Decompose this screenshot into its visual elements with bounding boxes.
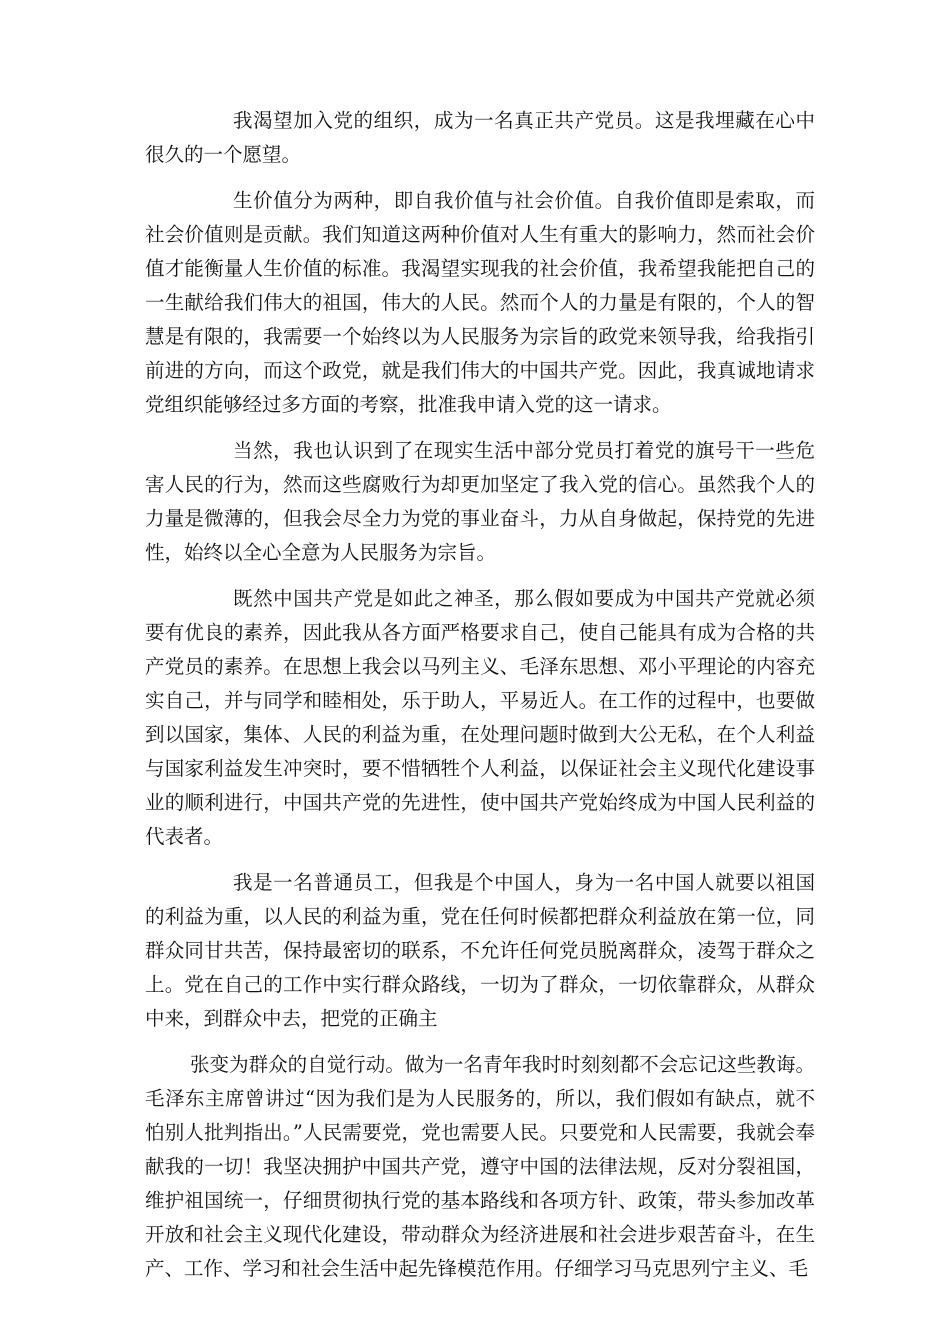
paragraph-6: 张变为群众的自觉行动。做为一名青年我时时刻刻都不会忘记这些教诲。毛泽东主席曾讲过“因为我们是为人民服务的，所以，我们假如有缺点，就不怕别人批判指出。”人民需要党，党也需要人民。只要党和人民需要，我就会奉献我的一切！我坚决拥护中国共产党，遵守中国的法律法规，反对分裂祖国，维护祖国统一，仔细贯彻执行党的基本路线和各项方针、政策，带头参加改革开放和社会主义现代化建设，带动群众为经济进展和社会进步艰苦奋斗，在生产、工作、学习和社会生活中起先锋模范作用。仔细学习马克思列宁主义、毛 (145, 1053, 815, 1280)
paragraph-2: 生价值分为两种，即自我价值与社会价值。自我价值即是索取，而社会价值则是贡献。我们知道这两种价值对人生有重大的影响力，然而社会价值才能衡量人生价值的标准。我渴望实现我的社会价值，我希望我能把自己的一生献给我们伟大的祖国，伟大的人民。然而个人的力量是有限的，个人的智慧是有限的，我需要一个始终以为人民服务为宗旨的政党来领导我，给我指引前进的方向，而这个政党，就是我们伟大的中国共产党。因此，我真诚地请求党组织能够经过多方面的考察，批准我申请入党的这一请求。 (145, 189, 815, 416)
paragraph-5: 我是一名普通员工，但我是个中国人，身为一名中国人就要以祖国的利益为重，以人民的利益为重，党在任何时候都把群众利益放在第一位，同群众同甘共苦，保持最密切的联系，不允许任何党员脱离群众，凌驾于群众之上。党在自己的工作中实行群众路线，一切为了群众，一切依靠群众，从群众中来，到群众中去，把党的正确主 (145, 871, 815, 1030)
paragraph-3: 当然，我也认识到了在现实生活中部分党员打着党的旗号干一些危害人民的行为，然而这些腐败行为却更加坚定了我入党的信心。虽然我个人的力量是微薄的，但我会尽全力为党的事业奋斗，力从自身做起，保持党的先进性，始终以全心全意为人民服务为宗旨。 (145, 439, 815, 564)
paragraph-4: 既然中国共产党是如此之神圣，那么假如要成为中国共产党就必须要有优良的素养，因此我从各方面严格要求自己，使自己能具有成为合格的共产党员的素养。在思想上我会以马列主义、毛泽东思想、邓小平理论的内容充实自己，并与同学和睦相处，乐于助人，平易近人。在工作的过程中，也要做到以国家，集体、人民的利益为重，在处理问题时做到大公无私，在个人利益与国家利益发生冲突时，要不惜牺牲个人利益，以保证社会主义现代化建设事业的顺利进行，中国共产党的先进性，使中国共产党始终成为中国人民利益的代表者。 (145, 587, 815, 848)
document-body (145, 104, 815, 1286)
paragraph-1: 我渴望加入党的组织，成为一名真正共产党员。这是我埋藏在心中很久的一个愿望。 (145, 109, 815, 166)
